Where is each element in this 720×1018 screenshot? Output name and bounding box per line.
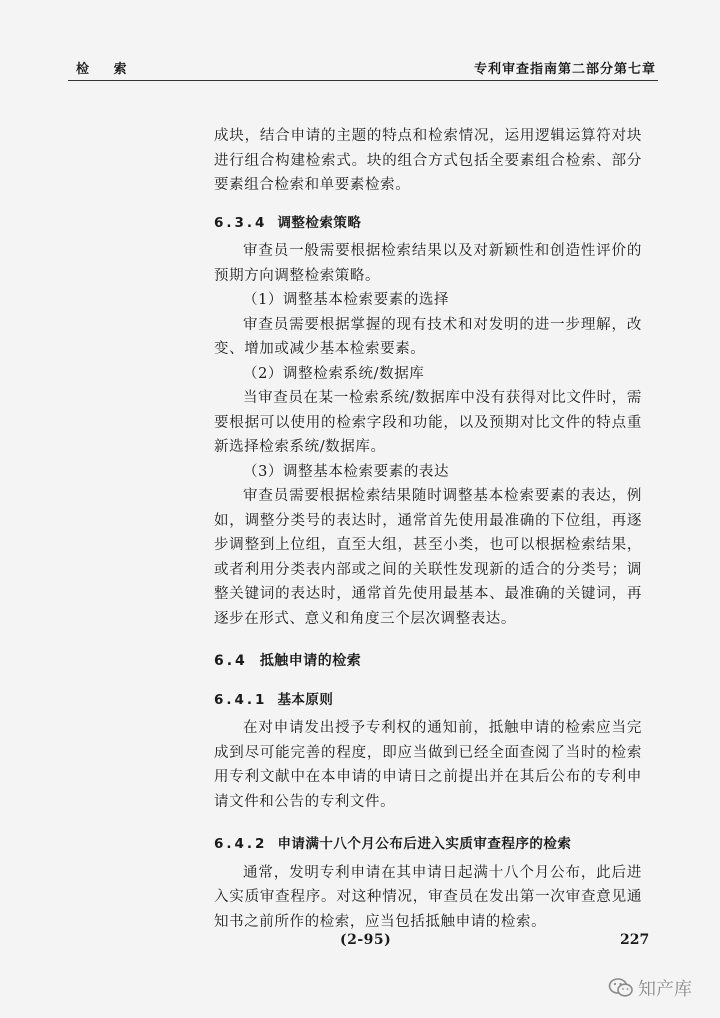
section-number: 6.4.2 bbox=[214, 836, 268, 852]
section-title: 基本原则 bbox=[277, 691, 334, 708]
header-section-title: 检 索 bbox=[76, 62, 137, 77]
subheading-1: （1）调整基本检索要素的选择 bbox=[243, 292, 450, 308]
section-heading-6-3-4 bbox=[214, 211, 642, 236]
paragraph-sub-1: 审查员需要根据掌握的现有技术和对发明的进一步理解，改变、增加或减少基本检索要素。 bbox=[214, 316, 642, 357]
main-content bbox=[214, 124, 642, 934]
paragraph-intro: 成块，结合申请的主题的特点和检索情况，运用逻辑运算符对块进行组合构建检索式。块的组合方式包括全要素组合检索、部分要素组合检索和单要素检索。 bbox=[214, 128, 642, 193]
section-heading-6-4 bbox=[214, 649, 642, 674]
section-number: 6.4.1 bbox=[214, 691, 268, 708]
paragraph-sub-2: 当审查员在某一检索系统/数据库中没有获得对比文件时，需要根据可以使用的检索字段和功能，以及预期对比文件的特点重新选择检索系统/数据库。 bbox=[214, 390, 642, 455]
header-chapter-title: 专利审查指南第二部分第七章 bbox=[473, 62, 656, 77]
section-title: 申请满十八个月公布后进入实质审查程序的检索 bbox=[277, 836, 572, 852]
section-number: 6.3.4 bbox=[214, 214, 268, 231]
footer-code: (2-95) bbox=[340, 932, 392, 948]
section-title: 抵触申请的检索 bbox=[259, 653, 362, 669]
page-number: 227 bbox=[620, 932, 650, 948]
wechat-icon bbox=[608, 977, 634, 999]
section-heading-6-4-1 bbox=[214, 688, 642, 713]
section-number: 6.4 bbox=[214, 653, 248, 669]
paragraph-6-3-4: 审查员一般需要根据检索结果以及对新颖性和创造性评价的预期方向调整检索策略。 bbox=[214, 243, 642, 284]
running-header bbox=[68, 54, 658, 81]
watermark bbox=[608, 975, 692, 1001]
paragraph-6-4-1: 在对申请发出授予专利权的通知前，抵触申请的检索应当完成到尽可能完善的程度，即应当做到已经全面查阅了当时的检索用专利文献中在本申请的申请日之前提出并在其后公布的专利申请文件和公告的专利文件。 bbox=[214, 720, 642, 810]
section-title: 调整检索策略 bbox=[277, 214, 362, 231]
section-heading-6-4-2 bbox=[214, 832, 642, 857]
subheading-2: （2）调整检索系统/数据库 bbox=[243, 365, 425, 382]
paragraph-sub-3: 审查员需要根据检索结果随时调整基本检索要素的表达，例如，调整分类号的表达时，通常首先使用最准确的下位组，再逐步调整到上位组，直至大组，甚至小类，也可以根据检索结果，或者利用分类表内部或之间的关联性发现新的适合的分类号；调整关键词的表达时，通常首先使用最基本、最准确的关键词，再逐步在形式、意义和角度三个层次调整表达。 bbox=[214, 488, 642, 627]
subheading-3: （3）调整基本检索要素的表达 bbox=[243, 463, 450, 480]
watermark-text: 知产库 bbox=[638, 979, 692, 1000]
paragraph-6-4-2: 通常，发明专利申请在其申请日起满十八个月公布，此后进入实质审查程序。对这种情况，审查员在发出第一次审查意见通知书之前所作的检索，应当包括抵触申请的检索。 bbox=[214, 864, 642, 930]
